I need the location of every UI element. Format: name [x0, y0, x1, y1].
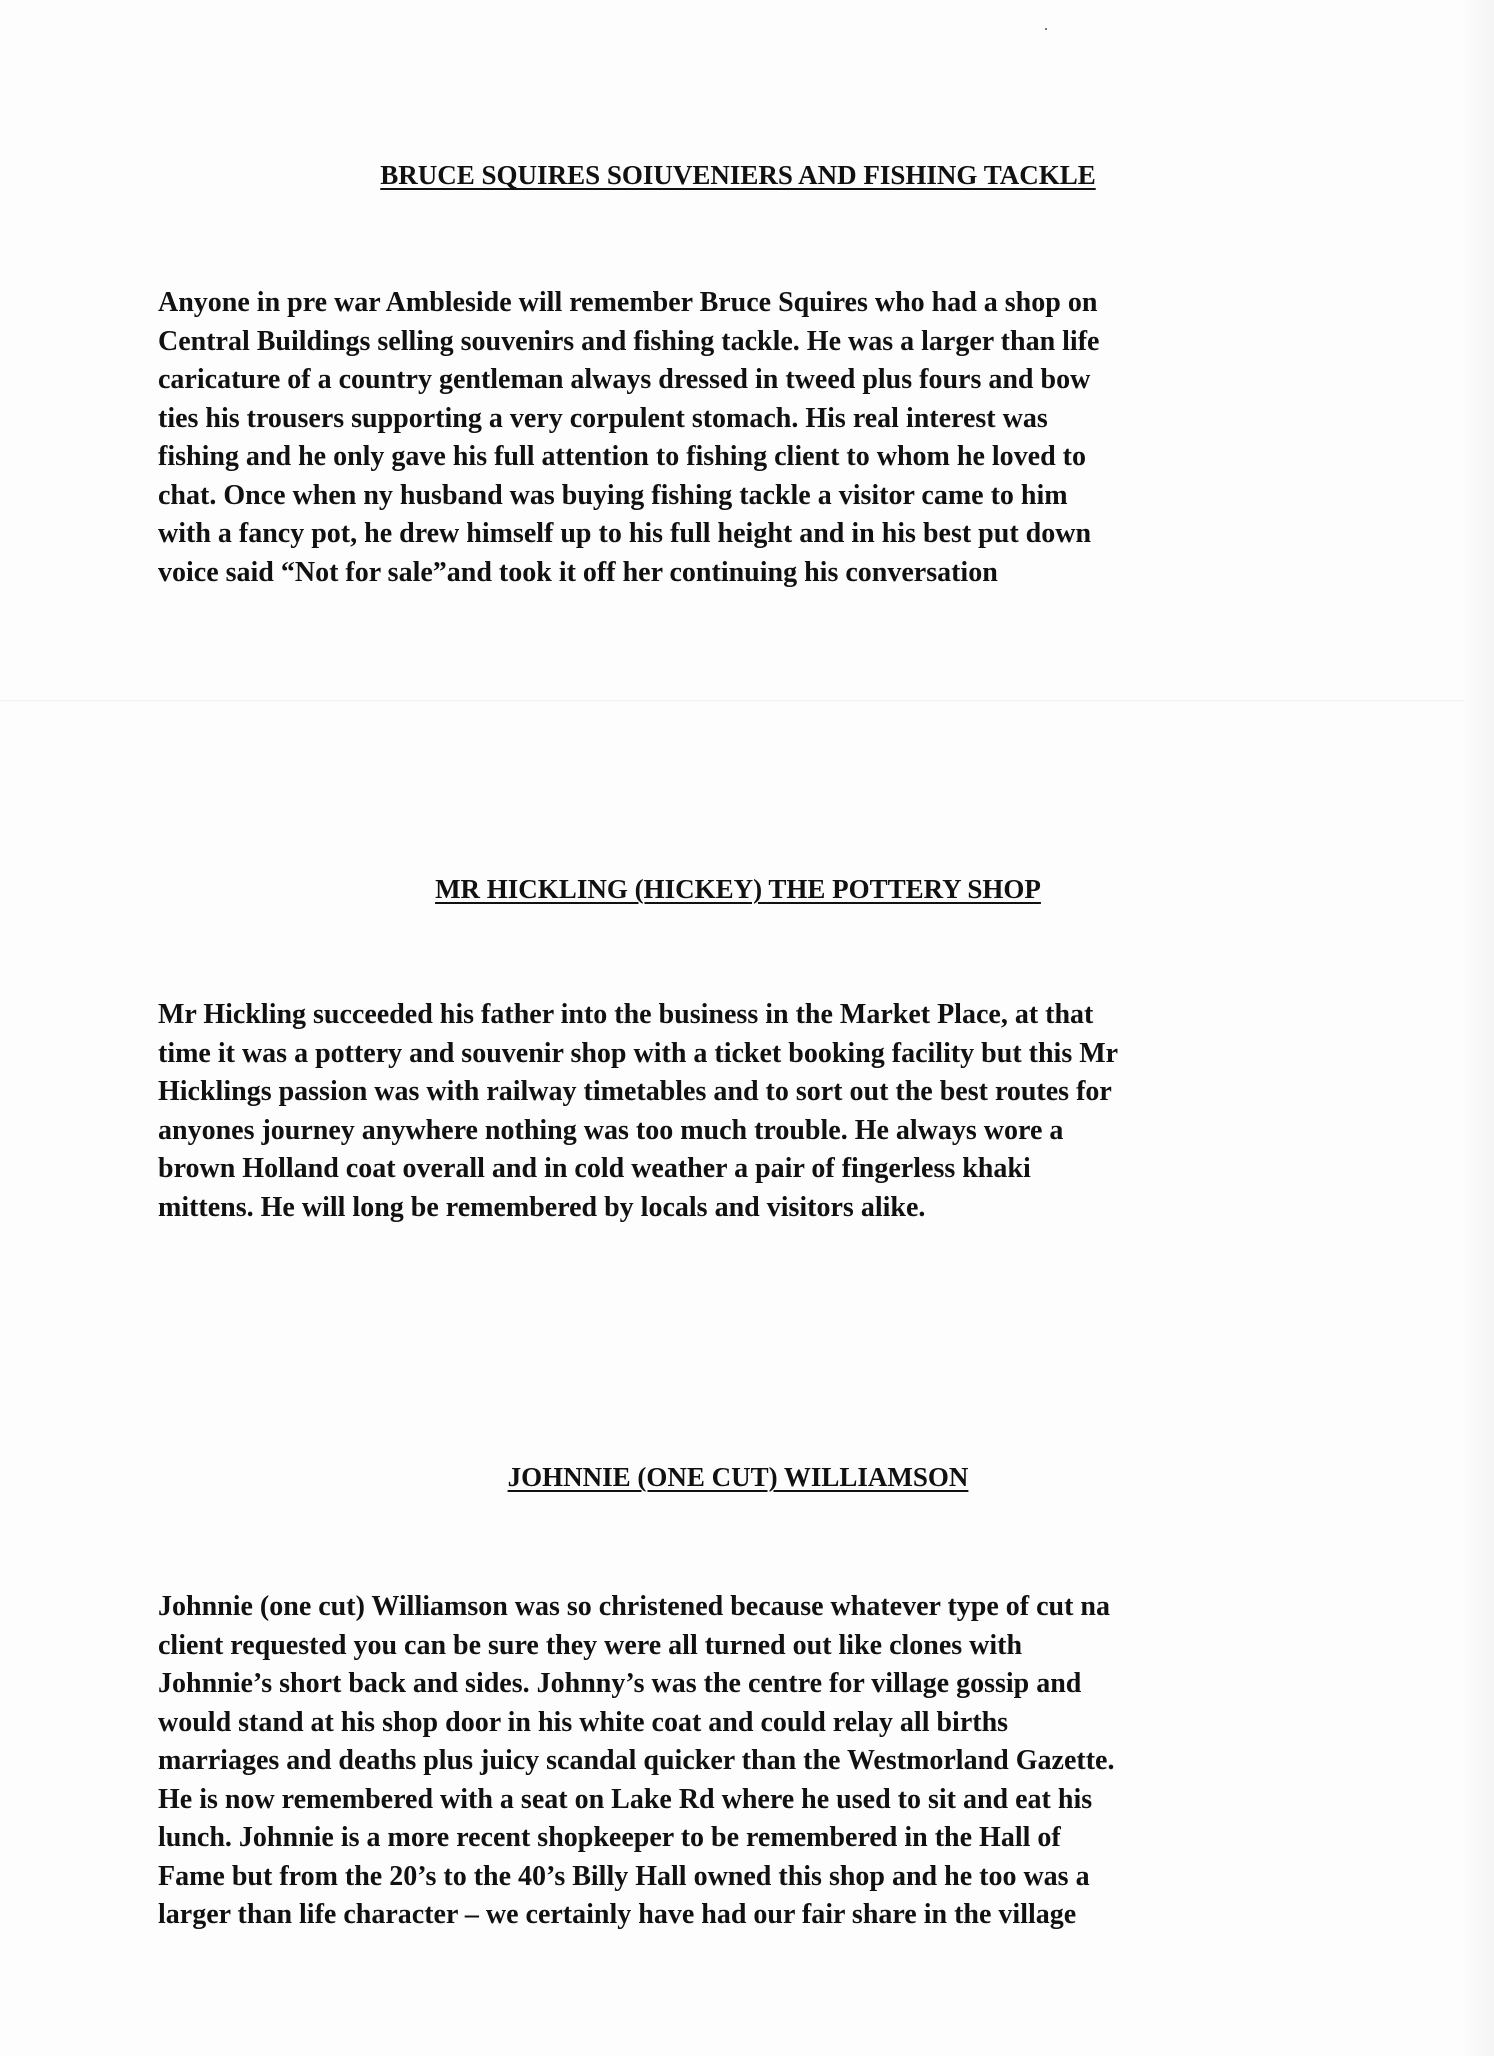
section-heading: MR HICKLING (HICKEY) THE POTTERY SHOP [435, 874, 1041, 904]
paragraph-line: brown Holland coat overall and in cold weather a pair of fingerless khaki [158, 1153, 1031, 1184]
section-heading: JOHNNIE (ONE CUT) WILLIAMSON [507, 1462, 969, 1492]
section-mr-hickling [158, 872, 1318, 1227]
paragraph-line: Hicklings passion was with railway timetables and to sort out the best routes for [158, 1076, 1112, 1107]
section-paragraph [158, 1588, 1318, 1935]
paragraph-line: Fame but from the 20’s to the 40’s Billy Hall owned this shop and he too was a [158, 1860, 1090, 1892]
paragraph-line: Central Buildings selling souvenirs and fishing tackle. He was a larger than life [158, 325, 1100, 357]
paragraph-line: time it was a pottery and souvenir shop with a ticket booking facility but this Mr [158, 1037, 1119, 1069]
paragraph-line: chat. Once when ny husband was buying fishing tackle a visitor came to him [158, 479, 1068, 511]
section-paragraph [158, 996, 1318, 1227]
section-bruce-squires [158, 158, 1318, 592]
paragraph-line: voice said “Not for sale”and took it off her continuing his conversation [158, 556, 998, 588]
paragraph-line: client requested you can be sure they were all turned out like clones with [158, 1629, 1023, 1661]
paragraph-line: would stand at his shop door in his white coat and could relay all births [158, 1706, 1009, 1738]
paragraph-line: larger than life character – we certainly have had our fair share in the village [158, 1899, 1077, 1930]
page-fold-line [0, 700, 1494, 702]
page-shadow-edge [1464, 0, 1494, 2056]
scan-speck [1045, 28, 1047, 30]
paragraph-line: Johnnie (one cut) Williamson was so christened because whatever type of cut na [158, 1591, 1110, 1622]
paragraph-line: ties his trousers supporting a very corpulent stomach. His real interest was [158, 402, 1048, 434]
paragraph-line: He is now remembered with a seat on Lake Rd where he used to sit and eat his [158, 1783, 1093, 1815]
paragraph-line: mittens. He will long be remembered by locals and visitors alike. [158, 1191, 926, 1223]
section-paragraph [158, 284, 1318, 592]
paragraph-line: marriages and deaths plus juicy scandal quicker than the Westmorland Gazette. [158, 1745, 1115, 1776]
section-heading: BRUCE SQUIRES SOIUVENIERS AND FISHING TACKLE [380, 160, 1096, 190]
section-johnnie-williamson [158, 1460, 1318, 1935]
paragraph-line: fishing and he only gave his full attention to fishing client to whom he loved to [158, 441, 1086, 472]
paragraph-line: anyones journey anywhere nothing was too much trouble. He always wore a [158, 1114, 1064, 1146]
paragraph-line: caricature of a country gentleman always dressed in tweed plus fours and bow [158, 364, 1091, 395]
paragraph-line: Anyone in pre war Ambleside will remember Bruce Squires who had a shop on [158, 287, 1098, 318]
paragraph-line: with a fancy pot, he drew himself up to his full height and in his best put down [158, 518, 1092, 549]
paragraph-line: Mr Hickling succeeded his father into the business in the Market Place, at that [158, 999, 1094, 1030]
paragraph-line: Johnnie’s short back and sides. Johnny’s was the centre for village gossip and [158, 1668, 1082, 1699]
paragraph-line: lunch. Johnnie is a more recent shopkeeper to be remembered in the Hall of [158, 1822, 1061, 1853]
